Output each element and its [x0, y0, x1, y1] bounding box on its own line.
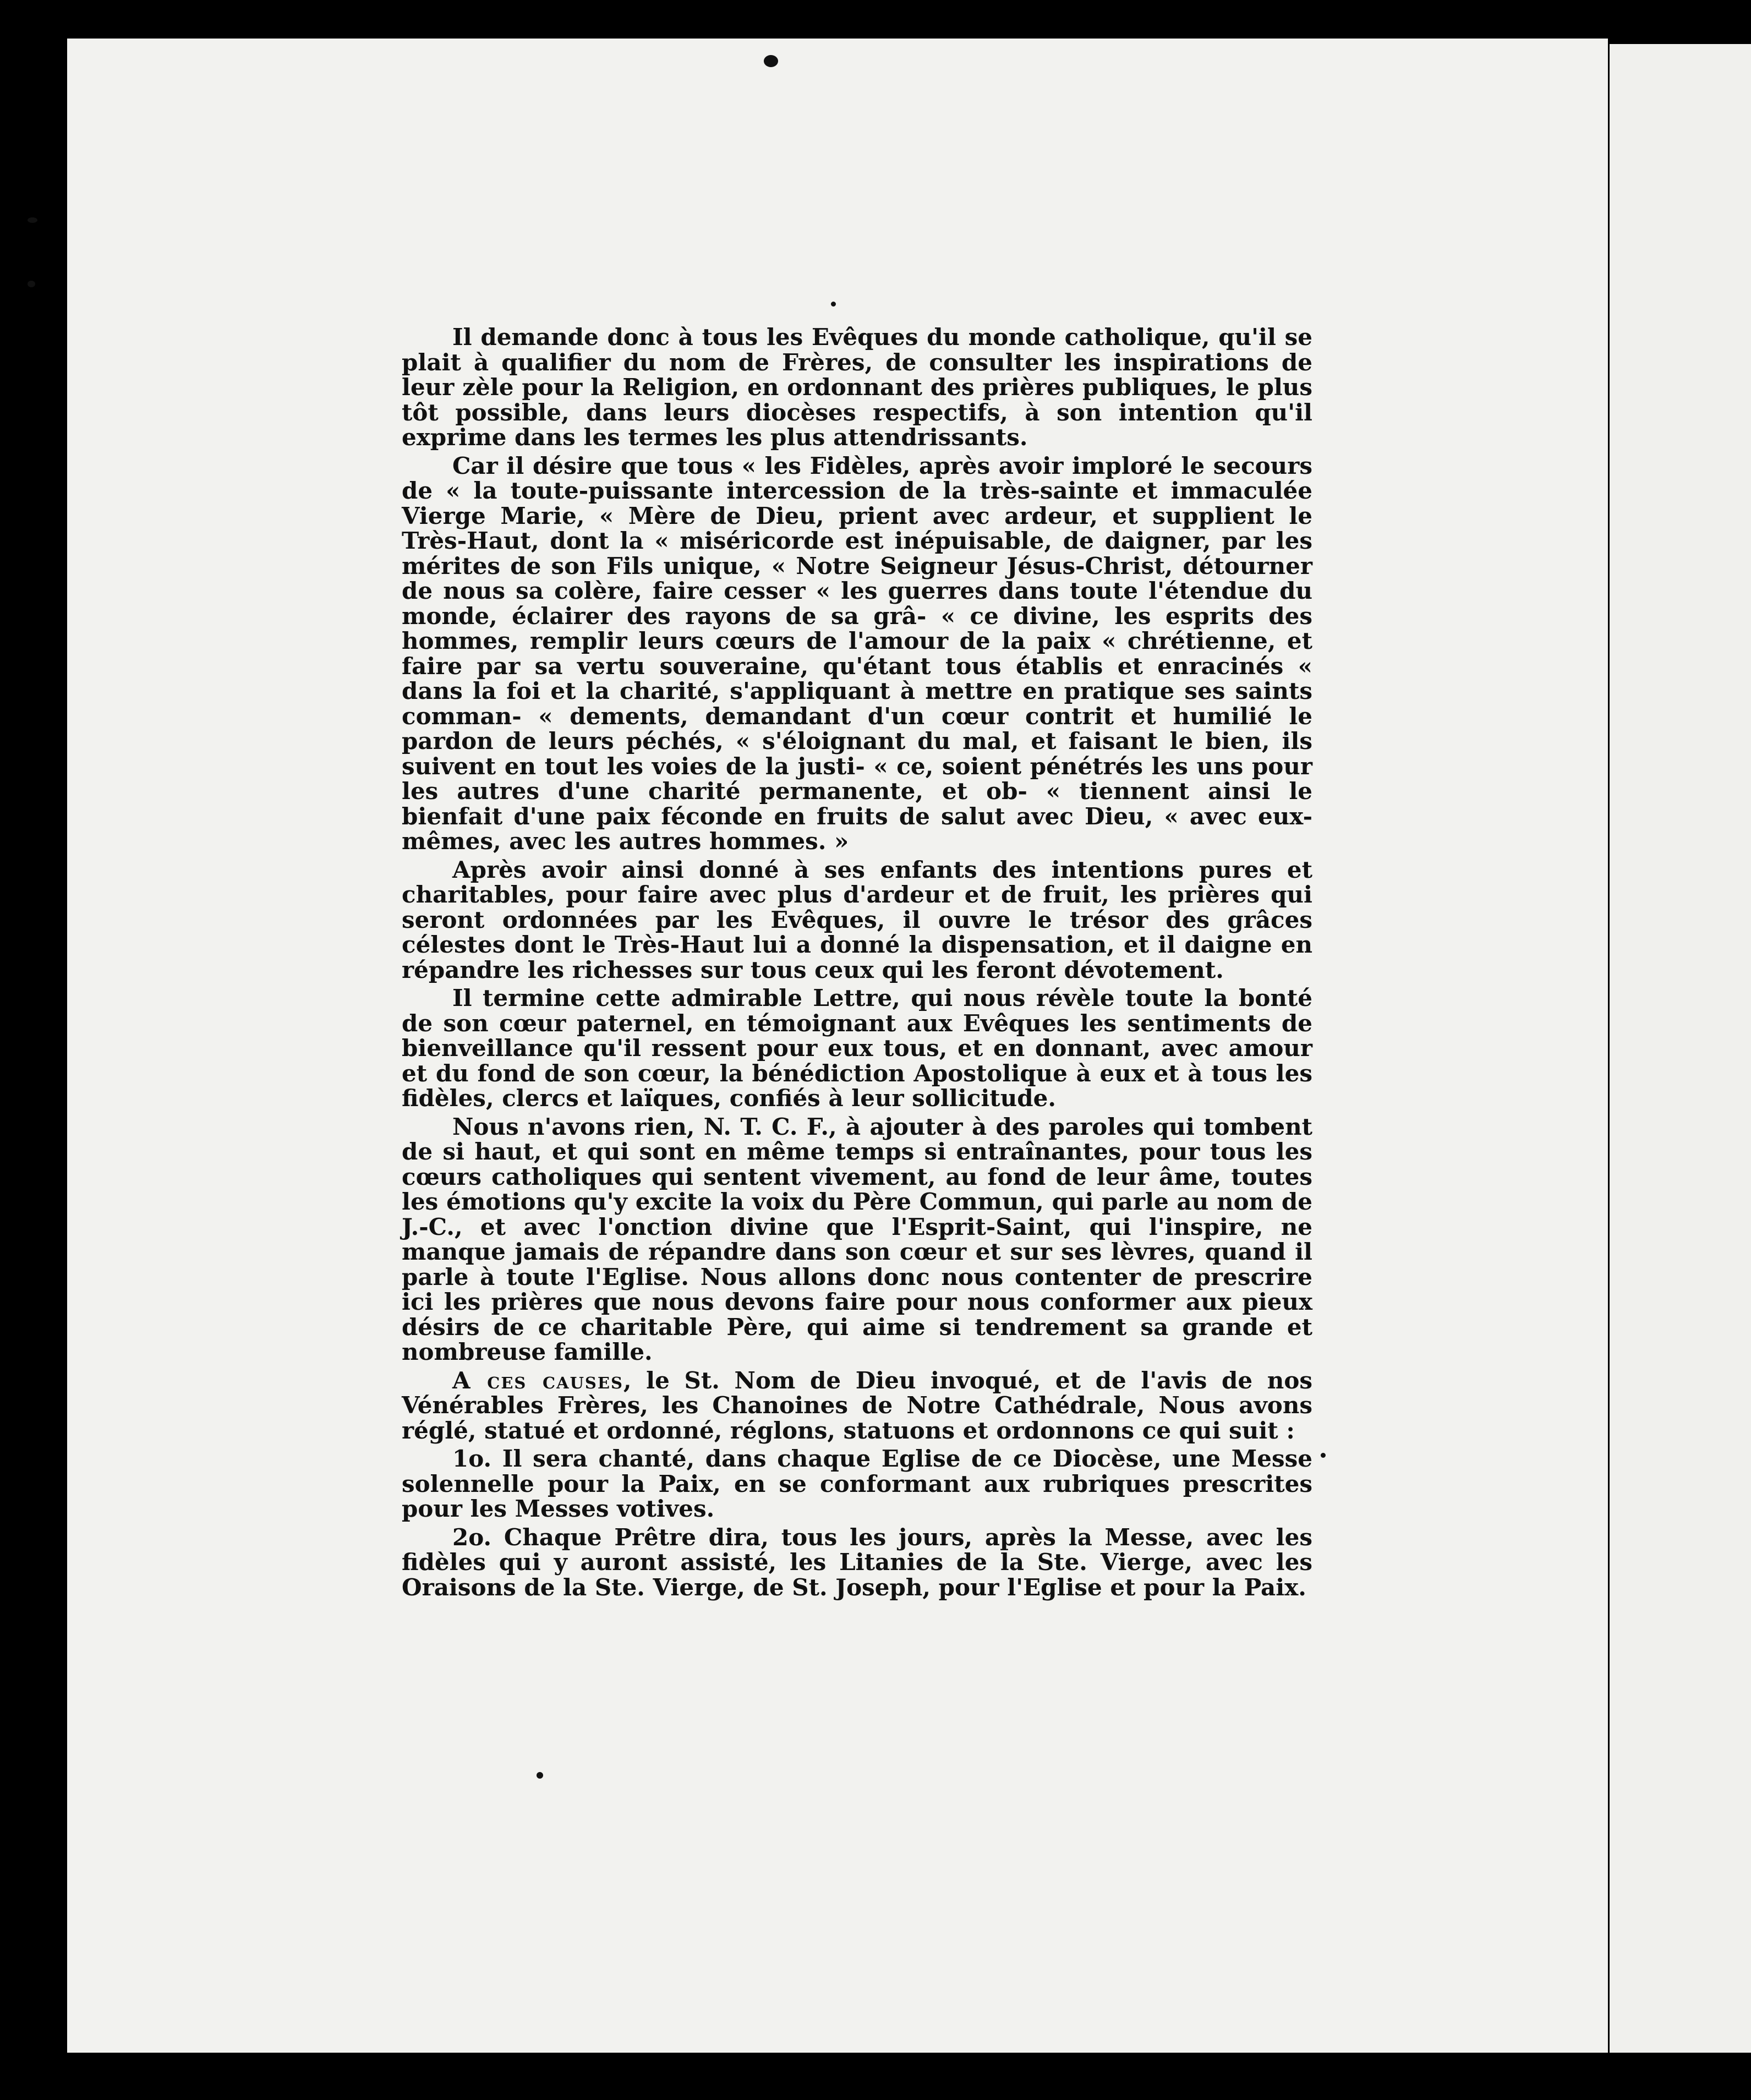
- article-1: 1o. Il sera chanté, dans chaque Eglise de ce Diocèse, une Messe solennelle pour la Paix, en se conformant aux rubriques prescrites pour les Messes votives.: [402, 1445, 1312, 1522]
- ink-speck: [831, 302, 836, 307]
- letter-body: [402, 325, 1312, 1603]
- ink-speck: [537, 1772, 543, 1779]
- adjacent-page-edge: [1610, 44, 1751, 2053]
- ink-speck: [764, 55, 778, 67]
- paragraph: Nous n'avons rien, N. T. C. F., à ajouter à des paroles qui tombent de si haut, et qui sont en même temps si entraînantes, pour tous les cœurs catholiques qui sentent vivement, au fond de leur âme, toutes les émotions qu'y excite la voix du Père Commun, qui parle au nom de J.-C., et avec l'onction divine que l'Esprit-Saint, qui l'inspire, ne manque jamais de répandre dans son cœur et sur ses lèvres, quand il parle à toute l'Eglise. Nous allons donc nous contenter de prescrire ici les prières que nous devons faire pour nous conformer aux pieux désirs de ce charitable Père, qui aime si tendrement sa grande et nombreuse famille.: [402, 1113, 1312, 1365]
- causes-lead: A ces causes: [452, 1366, 623, 1394]
- paragraph: Après avoir ainsi donné à ses enfants des intentions pures et charitables, pour faire avec plus d'ardeur et de fruit, les prières qui seront ordonnées par les Evêques, il ouvre le trésor des grâces célestes dont le Très-Haut lui a donné la dispensation, et il daigne en répandre les richesses sur tous ceux qui les feront dévotement.: [402, 856, 1312, 983]
- causes-rest: , le St. Nom de Dieu invoqué, et de l'avis de nos Vénérables Frères, les Chanoines de Notre Cathédrale, Nous avons réglé, statué et ordonné, réglons, statuons et ordonnons ce qui suit :: [402, 1366, 1312, 1444]
- ink-speck: [28, 281, 35, 287]
- paragraph: Il termine cette admirable Lettre, qui nous révèle toute la bonté de son cœur paternel, en témoignant aux Evêques les sentiments de bienveillance qu'il ressent pour eux tous, et en donnant, avec amour et du fond de son cœur, la bénédiction Apostolique à eux et à tous les fidèles, clercs et laïques, confiés à leur sollicitude.: [402, 985, 1312, 1112]
- article-2: 2o. Chaque Prêtre dira, tous les jours, après la Messe, avec les fidèles qui y auront assisté, les Litanies de la Ste. Vierge, avec les Oraisons de la Ste. Vierge, de St. Joseph, pour l'Eglise et pour la Paix.: [402, 1523, 1312, 1601]
- causes-paragraph: [402, 1368, 1312, 1443]
- paragraph-quotation: Car il désire que tous « les Fidèles, après avoir imploré le secours de « la toute-puissante intercession de la très-sainte et immaculée Vierge Marie, « Mère de Dieu, prient avec ardeur, et supplient le Très-Haut, dont la « miséricorde est inépuisable, de daigner, par les mérites de son Fils unique, « Notre Seigneur Jésus-Christ, détourner de nous sa colère, faire cesser « les guerres dans toute l'étendue du monde, éclairer des rayons de sa grâ- « ce divine, les esprits des hommes, remplir leurs cœurs de l'amour de la paix « chrétienne, et faire par sa vertu souveraine, qu'étant tous établis et enracinés « dans la foi et la charité, s'appliquant à mettre en pratique ses saints comman- « dements, demandant d'un cœur contrit et humilié le pardon de leurs péchés, « s'éloignant du mal, et faisant le bien, ils suivent en tout les voies de la justi- « ce, soient pénétrés les uns pour les autres d'une charité permanente, et ob- « tiennent ainsi le bienfait d'une paix féconde en fruits de salut avec Dieu, « avec eux-mêmes, avec les autres hommes. »: [402, 452, 1312, 855]
- ink-speck: [1321, 1453, 1326, 1458]
- ink-speck: [28, 217, 37, 223]
- paragraph: Il demande donc à tous les Evêques du monde catholique, qu'il se plait à qualifier du nom de Frères, de consulter les inspirations de leur zèle pour la Religion, en ordonnant des prières publiques, le plus tôt possible, dans leurs diocèses respectifs, à son intention qu'il exprime dans les termes les plus attendrissants.: [402, 324, 1312, 451]
